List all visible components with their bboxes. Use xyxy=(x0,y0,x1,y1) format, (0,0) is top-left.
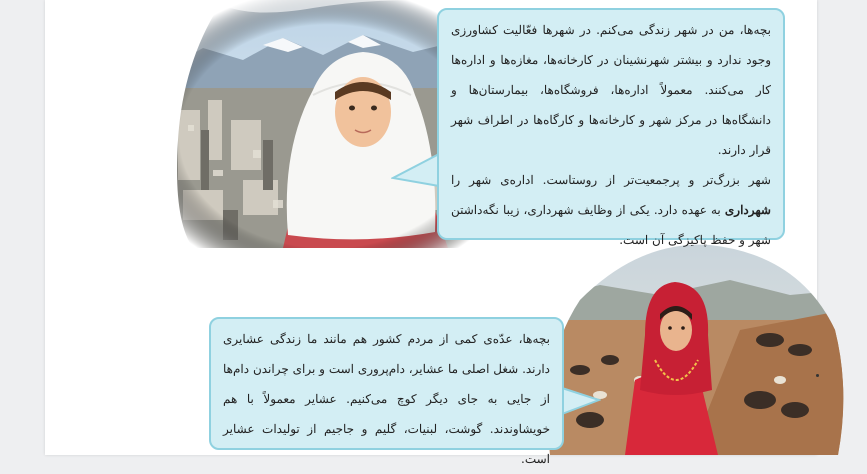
city-paragraph-1: بچه‌ها، من در شهر زندگی می‌کنم. در شهرها فعّالیت کشاورزی وجود ندارد و بیشتر شهرنشینان در کارخانه‌ها، مغازه‌ها و اداره‌ها کار می‌کنند. معمولاً اداره‌ها، فروشگاه‌ها، بیمارستان‌ها و دانشگاه‌ها در مرکز شهر و کارخانه‌ها و کارگاه‌ها در اطراف شهر قرار دارند. xyxy=(451,23,771,157)
textbook-page xyxy=(45,0,817,466)
bubble-tail-city xyxy=(391,152,441,192)
municipality-term: شهرداری xyxy=(724,203,771,217)
city-paragraph-2-start: شهر بزرگ‌تر و پرجمعیت‌تر از روستاست. اداره‌ی شهر را xyxy=(451,173,771,187)
bubble-tail-nomad xyxy=(561,386,601,420)
city-paragraph-2-end: به عهده دارد. یکی از وظایف شهرداری، زیبا نگه‌داشتن شهر و حفظ پاکیزگی آن است. xyxy=(451,203,771,247)
nomad-speech-bubble xyxy=(209,317,564,466)
city-paragraph-2 xyxy=(451,165,771,255)
nomad-girl-photo xyxy=(540,240,845,455)
city-speech-bubble xyxy=(437,8,785,247)
edge-dot xyxy=(816,374,819,377)
nomad-paragraph: بچه‌ها، عدّه‌ی کمی از مردم کشور هم مانند ما زندگی عشایری دارند. شغل اصلی ما عشایر، دام‌پروری است و برای چراندن دام‌ها از جایی به جای دیگر کوچ می‌کنیم. عشایر معمولاً با هم خویشاوندند. گوشت، لبنیات، گلیم و جاجیم از تولیدات عشایر است. xyxy=(223,332,550,466)
